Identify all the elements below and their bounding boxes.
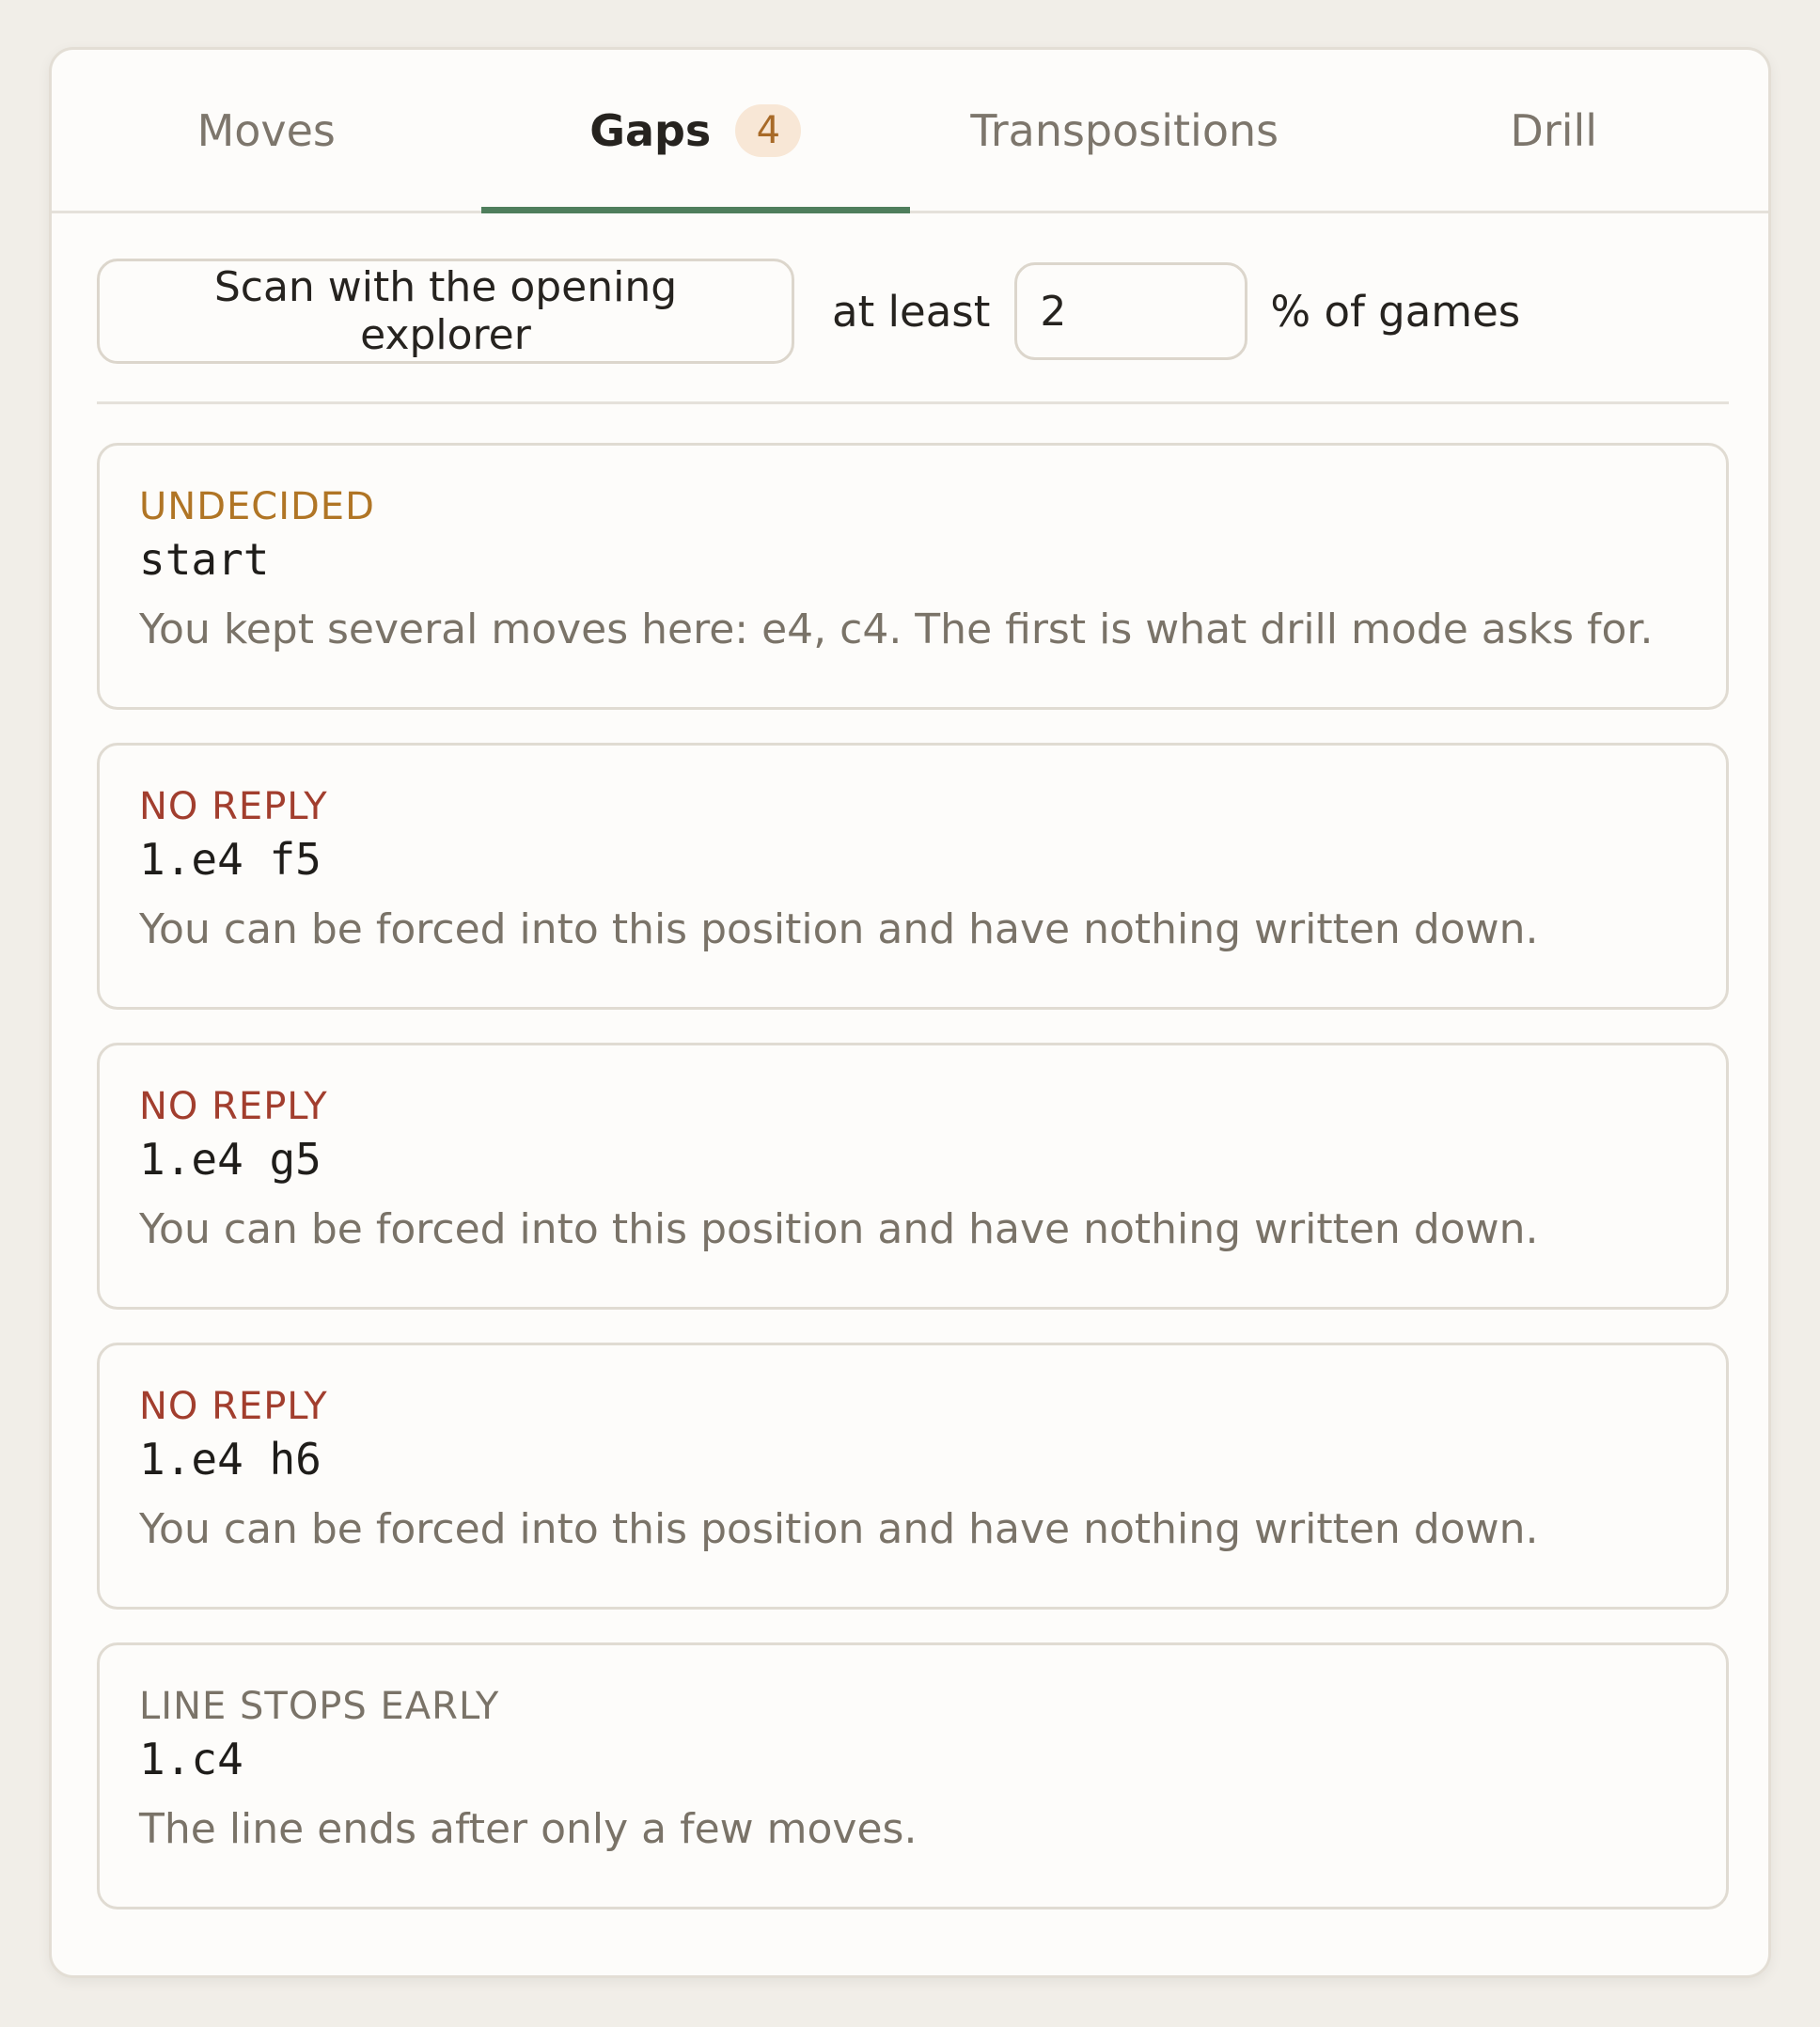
tab-transpositions[interactable]: [910, 50, 1340, 211]
gap-description: You can be forced into this position and have nothing written down.: [139, 1505, 1539, 1553]
tab-gaps-label: Gaps: [589, 104, 712, 156]
gap-kind: UNDECIDED: [139, 485, 375, 528]
tab-transpositions-label: Transpositions: [970, 104, 1279, 156]
gap-line: 1.e4 f5: [139, 834, 322, 885]
gaps-panel: [49, 47, 1771, 1978]
tab-moves-label: Moves: [196, 104, 336, 156]
gap-line: start: [139, 534, 270, 585]
tab-moves[interactable]: [52, 50, 481, 211]
gap-kind: NO REPLY: [139, 1085, 328, 1128]
tab-gaps[interactable]: [481, 50, 911, 211]
percent-of-games-label: % of games: [1270, 286, 1521, 337]
gap-line: 1.c4: [139, 1734, 243, 1784]
gap-line: 1.e4 h6: [139, 1434, 322, 1485]
divider: [97, 401, 1729, 404]
scan-toolbar: [97, 259, 1729, 364]
tab-drill-label: Drill: [1510, 104, 1598, 156]
gap-card[interactable]: [97, 743, 1729, 1010]
gap-kind: LINE STOPS EARLY: [139, 1685, 500, 1728]
gap-list: [97, 443, 1729, 1942]
gap-card[interactable]: [97, 1642, 1729, 1909]
gap-description: The line ends after only a few moves.: [139, 1805, 918, 1853]
gap-description: You can be forced into this position and have nothing written down.: [139, 905, 1539, 953]
gap-card[interactable]: [97, 443, 1729, 710]
at-least-label: at least: [832, 286, 991, 337]
gap-line: 1.e4 g5: [139, 1134, 322, 1185]
gap-card[interactable]: [97, 1043, 1729, 1310]
threshold-input[interactable]: [1014, 262, 1247, 360]
tab-drill[interactable]: [1340, 50, 1769, 211]
gap-card[interactable]: [97, 1343, 1729, 1610]
gap-kind: NO REPLY: [139, 1385, 328, 1428]
tab-bar: [52, 50, 1768, 213]
gaps-count-badge: 4: [735, 104, 801, 157]
gap-description: You can be forced into this position and have nothing written down.: [139, 1205, 1539, 1253]
gap-description: You kept several moves here: e4, c4. The first is what drill mode asks for.: [139, 605, 1654, 653]
scan-explorer-button[interactable]: Scan with the opening explorer: [97, 259, 794, 364]
gap-kind: NO REPLY: [139, 785, 328, 828]
